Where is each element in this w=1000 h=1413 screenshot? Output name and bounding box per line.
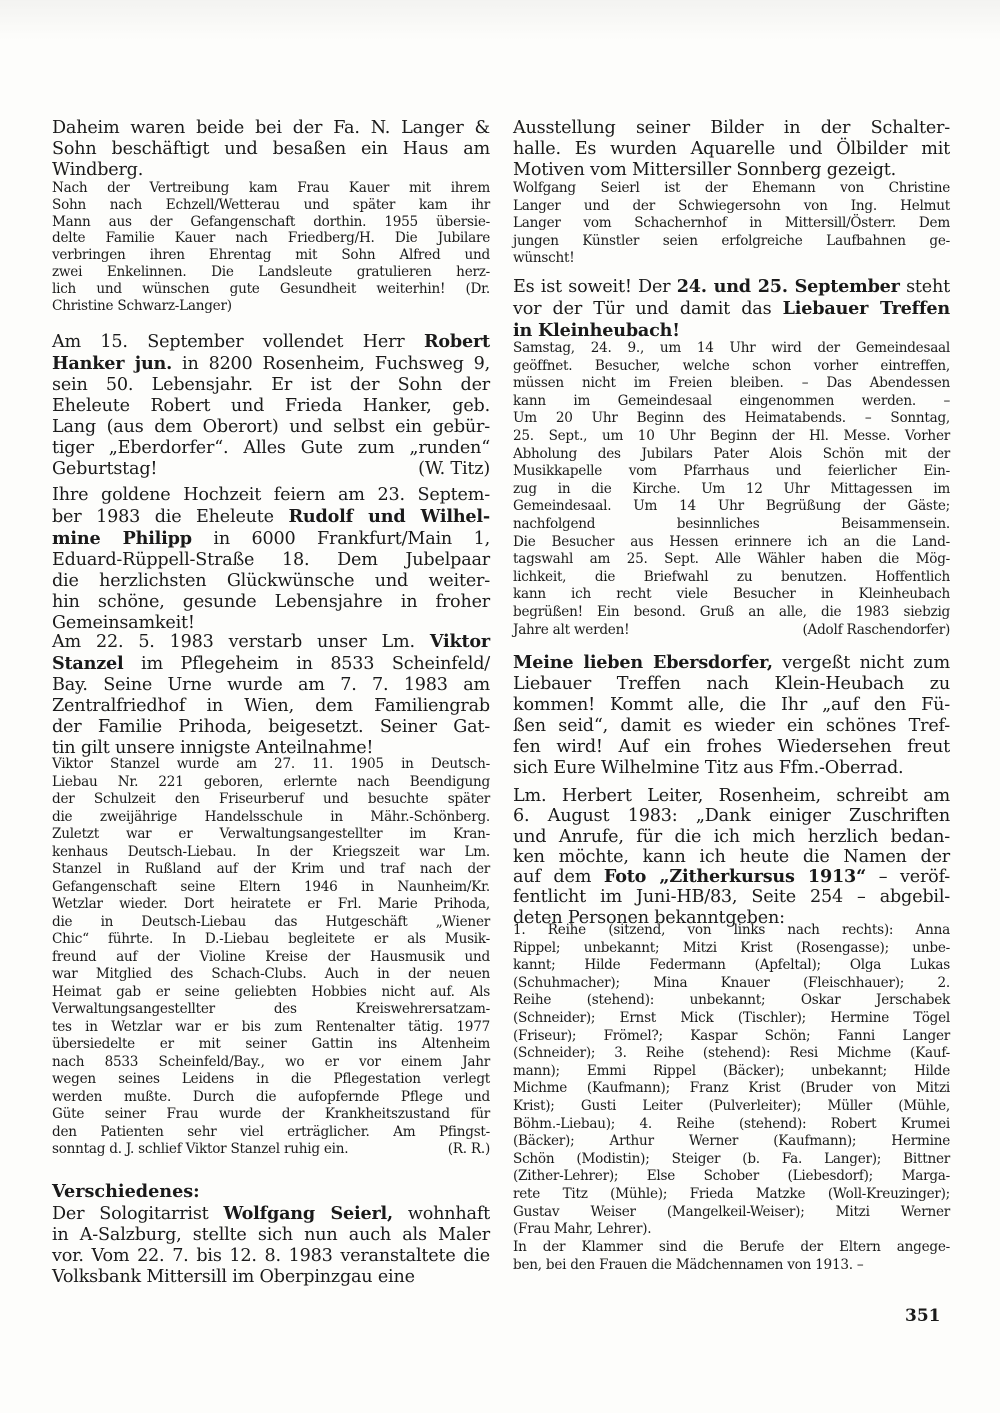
- text-line: [513, 1186, 950, 1204]
- text-run: Langer und der Schwiegersohn von Ing. Helmut: [513, 197, 950, 214]
- text-run: (Schuhmacher); Mina Knauer (Fleischhauer); 2.: [513, 974, 950, 991]
- text-line: [52, 1267, 490, 1288]
- text-line: [513, 1098, 950, 1116]
- text-line: [513, 940, 950, 958]
- text-run: den Patienten sehr viel erträglicher. Am Pfingst-: [52, 1123, 490, 1140]
- text-line: [513, 847, 950, 867]
- text-run: wohnhaft: [392, 1204, 491, 1224]
- text-line: [513, 180, 950, 198]
- text-line: [52, 653, 490, 675]
- text-run: Böhm.-Liebau); 4. Reihe (stehend): Robert Krumei: [513, 1115, 950, 1132]
- text-run: im Pflegeheim in 8533 Scheinfeld/: [123, 654, 490, 674]
- text-run: Gemeindesaal. Um 14 Uhr Begrüßung der Gäste;: [513, 498, 950, 515]
- text-line: [52, 247, 490, 264]
- text-line: [513, 498, 950, 516]
- text-run: sein 50. Lebensjahr. Er ist der Sohn der: [52, 375, 490, 395]
- text-line: [52, 1124, 490, 1142]
- text-run: übersiedelte er mit seiner Gattin ins Altenheim: [52, 1036, 490, 1052]
- text-line: [52, 861, 490, 879]
- text-line: [513, 975, 950, 993]
- text-run: kann ich recht viele Besucher in Kleinheubach: [513, 586, 950, 603]
- text-run: deten Personen bekanntgeben:: [513, 907, 785, 928]
- text-line: [513, 827, 950, 847]
- text-run: halle. Es wurden Aquarelle und Ölbilder mit: [513, 139, 950, 159]
- text-run: Ausstellung seiner Bilder in der Schalter-: [513, 118, 950, 138]
- text-run: Gustav Weiser (Mangelkeil-Weiser); Mitzi Werner: [513, 1203, 950, 1220]
- text-line: [513, 1028, 950, 1046]
- text-run: wünscht!: [513, 250, 575, 266]
- text-run: und Anrufe, für die ich mich herzlich bedan-: [513, 826, 950, 847]
- text-line: [52, 1203, 490, 1225]
- bold-text: Hanker jun.: [52, 353, 173, 374]
- text-run: Wolfgang Seierl ist der Ehemann von Christine: [513, 180, 950, 196]
- text-run: Sohn beschäftigt und besaßen ein Haus am: [52, 139, 490, 159]
- text-line: [52, 1001, 490, 1019]
- text-run: Bay. Seine Urne wurde am 7. 7. 1983 am: [52, 675, 490, 695]
- paragraph-leiter: [513, 786, 950, 928]
- text-line: [513, 118, 950, 139]
- text-line: [513, 622, 950, 640]
- text-line: [52, 896, 490, 914]
- text-line: [513, 298, 950, 320]
- text-run: Heimat gab er seine geliebten Hobbies nicht auf. Als: [52, 983, 490, 1000]
- text-run: Zuletzt war er Verwaltungsangestellter im Kran-: [52, 826, 490, 842]
- text-line: [52, 949, 490, 967]
- section-heading: Verschiedenes:: [52, 1181, 200, 1202]
- paragraph-kauer: [52, 180, 490, 314]
- text-line: [52, 696, 490, 717]
- text-run: tes in Wetzlar war er bis zum Rentenalter tätig. 1977: [52, 1018, 490, 1035]
- text-line: [513, 887, 950, 907]
- text-run: ber 1983 die Eheleute: [52, 507, 289, 527]
- text-line: [513, 674, 950, 695]
- text-run: Stanzel in Rußland auf der Krim und traf nach der: [52, 861, 490, 877]
- paragraph-seierl: [52, 1203, 490, 1288]
- text-run: steht: [899, 277, 950, 297]
- text-run: tagswahl am 25. Sept. Alle Wähler haben die Mög-: [513, 551, 950, 568]
- text-line: [513, 276, 950, 298]
- text-line: [52, 717, 490, 738]
- text-line: [513, 446, 950, 464]
- text-run: die in Deutsch-Liebau das Hutgeschäft „Wiener: [52, 913, 490, 930]
- bold-text: Liebauer Treffen: [782, 298, 950, 319]
- text-run: (Bäcker); Arthur Werner (Kaufmann); Hermine: [513, 1133, 950, 1150]
- text-run: kannt; Hilde Federmann (Apfeltal); Olga Lukas: [513, 957, 950, 974]
- text-run: lichkeit, die Briefwahl zu benutzen. Hoffentlich: [513, 568, 950, 585]
- text-line: [52, 1225, 490, 1246]
- text-line: [52, 298, 490, 315]
- text-line: [52, 197, 490, 214]
- text-run: ben, bei den Frauen die Mädchennamen von 1913. –: [513, 1256, 864, 1273]
- text-run: zwei Enkelinnen. Die Landsleute gratulieren herz-: [52, 263, 490, 280]
- text-line: [52, 914, 490, 932]
- text-line: [513, 410, 950, 428]
- text-line: [513, 604, 950, 622]
- text-line: [513, 139, 950, 160]
- text-run: vor der Tür und damit das: [513, 299, 783, 319]
- text-run: ßen seid“, damit es wieder ein schönes Tref-: [513, 716, 950, 736]
- text-run: Abholung des Jubilars Pater Alois Schön mit der: [513, 445, 950, 462]
- text-line: [52, 139, 490, 160]
- text-line: [52, 281, 490, 298]
- text-run: geöffnet. Besucher, welche schon vorher eintreffen,: [513, 357, 950, 374]
- text-run: kann im Gemeindesaal eingenommen werden. –: [513, 392, 950, 409]
- text-run: in 8200 Rosenheim, Fuchsweg 9,: [172, 354, 491, 374]
- bold-text: Wolfgang Seierl,: [223, 1203, 393, 1224]
- text-run: tin gilt unsere innigste Anteilnahme!: [52, 738, 374, 758]
- text-run: Um 20 Uhr Beginn des Heimatabends. – Sonntag,: [513, 410, 950, 427]
- bold-text: in Kleinheubach!: [513, 320, 680, 341]
- text-line: [52, 375, 490, 396]
- bold-text: mine Philipp: [52, 528, 192, 549]
- text-run: (Zither-Lehrer); Else Schober (Liebesdorf); Marga-: [513, 1168, 950, 1185]
- text-line: [513, 569, 950, 587]
- text-line: [513, 198, 950, 216]
- bold-text: Viktor: [429, 631, 490, 652]
- bold-text: 24. und 25. September: [676, 276, 900, 297]
- text-run: Eheleute Robert und Frieda Hanker, geb.: [52, 396, 490, 416]
- text-line: [52, 180, 490, 197]
- text-run: auf dem: [513, 867, 604, 888]
- text-run: war Mitglied des Schach-Clubs. Auch in der neuen: [52, 966, 490, 982]
- text-line: [513, 1010, 950, 1028]
- text-run: Schön (Modistin); Steiger (b. Fa. Langer); Bittner: [513, 1150, 950, 1167]
- scan-shading: [0, 0, 1000, 40]
- paragraph-programm: [513, 340, 950, 639]
- paragraph-philipp: [52, 485, 490, 634]
- paragraph-stanzel: [52, 631, 490, 759]
- text-run: Nach der Vertreibung kam Frau Kauer mit ihrem: [52, 180, 490, 196]
- text-line: [52, 774, 490, 792]
- text-run: kommen! Kommt alle, die Ihr „auf den Fü-: [513, 695, 950, 715]
- paragraph-hanker: [52, 331, 490, 480]
- text-run: Jahre alt werden!: [513, 621, 630, 638]
- text-line: [513, 358, 950, 376]
- text-run: der Familie Prihoda, beigesetzt. Seiner Gat-: [52, 717, 490, 737]
- text-line: [52, 1089, 490, 1107]
- signature: (W. Titz): [418, 459, 490, 479]
- text-line: [52, 984, 490, 1002]
- text-line: [52, 1019, 490, 1037]
- text-run: verbringen ihren Ehrentag mit Sohn Alfred und: [52, 247, 490, 264]
- bold-text: Robert: [423, 331, 490, 352]
- text-run: Musikkapelle vom Pfarrhaus und feierlicher Ein-: [513, 463, 950, 480]
- text-line: [513, 428, 950, 446]
- text-line: [513, 957, 950, 975]
- text-line: [513, 1045, 950, 1063]
- paragraph-ebersdorfer: [513, 652, 950, 779]
- text-line: [513, 320, 950, 342]
- paragraph-kauer-intro: [52, 118, 490, 181]
- text-run: Reihe (stehend): unbekannt; Oskar Jerschabek: [513, 992, 950, 1009]
- text-run: Mann aus der Gefangenschaft dorthin. 1955 übersie-: [52, 213, 490, 230]
- text-line: [513, 586, 950, 604]
- text-run: Windberg.: [52, 160, 144, 180]
- text-line: [52, 485, 490, 506]
- text-line: [52, 160, 490, 181]
- text-run: rete Titz (Mühle); Frieda Matzke (Woll-Kreuzinger);: [513, 1185, 950, 1202]
- bold-text: Meine lieben Ebersdorfer,: [513, 652, 773, 673]
- text-run: Volksbank Mittersill im Oberpinzgau eine: [52, 1267, 415, 1287]
- text-run: Verwaltungsangestellter des Kreiswehrersatzam-: [52, 1001, 490, 1017]
- text-line: [513, 1239, 950, 1257]
- text-line: [52, 756, 490, 774]
- text-run: wegen seines Leidens in die Pflegestation verlegt: [52, 1071, 490, 1087]
- text-run: vergeßt nicht zum: [772, 653, 950, 673]
- text-line: [513, 1116, 950, 1134]
- text-line: [513, 481, 950, 499]
- text-line: [52, 353, 490, 375]
- text-line: [513, 1204, 950, 1222]
- text-line: [513, 1133, 950, 1151]
- text-run: 6. August 1983: „Dank einiger Zuschriften: [513, 806, 950, 827]
- text-run: Ihre goldene Hochzeit feiern am 23. Septem-: [52, 485, 490, 505]
- text-line: [52, 506, 490, 528]
- text-run: mann); Emmi Rippel (Bäcker); unbekannt; Hilde: [513, 1062, 950, 1079]
- text-line: [52, 528, 490, 550]
- text-run: Eduard-Rüppell-Straße 18. Dem Jubelpaar: [52, 550, 490, 570]
- text-run: kenhaus Deutsch-Liebau. In der Kriegszeit war Lm.: [52, 843, 490, 860]
- text-run: Chic“ führte. In D.-Liebau begleitete er als Musik-: [52, 931, 490, 947]
- text-line: [52, 396, 490, 417]
- text-line: [52, 1054, 490, 1072]
- text-run: (Schneider); Ernst Mick (Tischler); Hermine Tögel: [513, 1009, 950, 1026]
- text-run: Liebauer Treffen nach Klein-Heubach zu: [513, 674, 950, 694]
- text-run: begrüßen! Ein besond. Gruß an alle, die 1983 siebzig: [513, 603, 950, 620]
- text-line: [52, 1141, 490, 1159]
- text-line: [52, 879, 490, 897]
- text-run: Gefangenschaft seine Eltern 1946 in Naunheim/Kr.: [52, 878, 490, 895]
- text-line: [513, 992, 950, 1010]
- text-line: [513, 652, 950, 674]
- text-line: [513, 1063, 950, 1081]
- text-line: [513, 1080, 950, 1098]
- text-line: [52, 214, 490, 231]
- page-number: 351: [905, 1306, 941, 1326]
- text-run: 1. Reihe (sitzend, von links nach rechts): Anna: [513, 922, 950, 938]
- text-run: (Frau Mahr, Lehrer).: [513, 1221, 652, 1238]
- text-run: vor. Vom 22. 7. bis 12. 8. 1983 veranstaltete die: [52, 1246, 490, 1266]
- text-run: (Friseur); Frömel?; Kaspar Schön; Fanni Langer: [513, 1027, 950, 1044]
- bold-text: Stanzel: [52, 653, 124, 674]
- paragraph-seierl-family: [513, 180, 950, 268]
- text-line: [513, 393, 950, 411]
- text-run: In der Klammer sind die Berufe der Eltern angege-: [513, 1239, 950, 1255]
- text-line: [513, 1257, 950, 1275]
- text-run: Motiven vom Mittersiller Sonnberg gezeigt.: [513, 160, 897, 180]
- text-line: [513, 806, 950, 826]
- paragraph-klammer: [513, 1239, 950, 1274]
- text-run: Zentralfriedhof in Wien, dem Familiengrab: [52, 696, 490, 716]
- text-run: tiger „Eberdorfer“. Alles Gute zum „runden“: [52, 438, 490, 458]
- text-run: Michme (Kaufmann); Franz Krist (Bruder von Mitzi: [513, 1080, 950, 1097]
- text-run: in 6000 Frankfurt/Main 1,: [191, 529, 490, 549]
- text-line: [513, 340, 950, 358]
- text-line: [513, 1151, 950, 1169]
- text-line: [52, 571, 490, 592]
- text-line: [513, 463, 950, 481]
- text-run: ken möchte, kann ich heute die Namen der: [513, 846, 950, 867]
- text-run: (Schneider); 3. Reihe (stehend): Resi Michme (Kauf-: [513, 1045, 950, 1062]
- text-line: [52, 826, 490, 844]
- text-run: sonntag d. J. schlief Viktor Stanzel ruhig ein.: [52, 1141, 349, 1157]
- text-line: [513, 160, 950, 181]
- text-line: [52, 844, 490, 862]
- text-run: die herzlichsten Glückwünsche und weiter-: [52, 571, 490, 591]
- text-run: Sohn nach Echzell/Wetterau und später kam ihr: [52, 196, 490, 213]
- text-run: jungen Künstler seien erfolgreiche Laufbahnen ge-: [513, 232, 950, 249]
- text-run: Am 22. 5. 1983 verstarb unser Lm.: [52, 632, 430, 652]
- text-run: Der Sologitarrist: [52, 1204, 224, 1224]
- text-line: [513, 534, 950, 552]
- paragraph-photo-names: [513, 922, 950, 1239]
- text-run: nachfolgend besinnliches Beisammensein.: [513, 515, 950, 532]
- text-run: Krist); Gusti Leiter (Pulverleiter); Müller (Mühle,: [513, 1097, 950, 1114]
- bold-text: Foto „Zitherkursus 1913“: [603, 866, 867, 888]
- text-line: [513, 922, 950, 940]
- text-line: [52, 417, 490, 438]
- text-run: Christine Schwarz-Langer): [52, 297, 232, 314]
- text-run: Rippel; unbekannt; Mitzi Krist (Rosengasse); unbe-: [513, 939, 950, 956]
- text-line: [52, 791, 490, 809]
- text-line: [513, 233, 950, 251]
- text-line: [513, 1168, 950, 1186]
- text-run: werden mußte. Durch die aufopfernde Pflege und: [52, 1088, 490, 1105]
- text-run: hin schöne, gesunde Lebensjahre in froher: [52, 592, 490, 612]
- text-line: [513, 716, 950, 737]
- text-line: [52, 1246, 490, 1267]
- signature: (Adolf Raschendorfer): [802, 621, 950, 638]
- text-run: Wetzlar wieder. Dort heiratete er Frl. Marie Prihoda,: [52, 896, 490, 912]
- text-run: in A-Salzburg, stellte sich nun auch als Maler: [52, 1225, 490, 1245]
- text-run: Am 15. September vollendet Herr: [52, 332, 424, 352]
- text-run: Gemeinsamkeit!: [52, 613, 195, 633]
- text-run: fen wird! Auf ein frohes Wiedersehen freut: [513, 737, 950, 757]
- text-line: [513, 551, 950, 569]
- text-line: [52, 459, 490, 480]
- text-run: Langer vom Schachernhof in Mittersill/Österr. Dem: [513, 215, 950, 231]
- paragraph-treffen: [513, 276, 950, 342]
- text-line: [513, 695, 950, 716]
- text-run: Lang (aus dem Oberort) und selbst ein gebür-: [52, 417, 490, 437]
- signature: (R. R.): [447, 1141, 490, 1157]
- text-run: nach 8533 Scheinfeld/Bay., wo er vor einem Jahr: [52, 1053, 490, 1070]
- text-line: [513, 867, 950, 887]
- text-run: sich Eure Wilhelmine Titz aus Ffm.-Oberrad.: [513, 758, 904, 778]
- text-line: [52, 1106, 490, 1124]
- text-line: [513, 737, 950, 758]
- text-run: delte Familie Kauer nach Friedberg/H. Die Jubilare: [52, 230, 490, 247]
- text-run: der Schulzeit den Friseurberuf und besuchte später: [52, 791, 490, 807]
- text-line: [52, 675, 490, 696]
- text-line: [513, 758, 950, 779]
- text-run: Die Besucher aus Hessen erinnere ich an die Land-: [513, 533, 950, 550]
- text-run: Daheim waren beide bei der Fa. N. Langer &: [52, 118, 490, 138]
- text-line: [513, 250, 950, 268]
- text-run: Liebau Nr. 221 geboren, erlernte nach Beendigung: [52, 773, 490, 790]
- paragraph-ausstellung: [513, 118, 950, 181]
- text-line: [52, 631, 490, 653]
- text-line: [513, 215, 950, 233]
- paragraph-stanzel-bio: [52, 756, 490, 1159]
- text-run: müssen nicht im Freien bleiben. – Das Abendessen: [513, 375, 950, 392]
- text-line: [52, 118, 490, 139]
- text-line: [513, 516, 950, 534]
- text-run: zug in die Kirche. Um 12 Uhr Mittagessen im: [513, 480, 950, 497]
- text-line: [52, 966, 490, 984]
- text-run: Viktor Stanzel wurde am 27. 11. 1905 in Deutsch-: [52, 756, 490, 772]
- text-run: Es ist soweit! Der: [513, 277, 677, 297]
- text-line: [52, 550, 490, 571]
- text-line: [52, 809, 490, 827]
- text-line: [52, 592, 490, 613]
- text-line: [52, 1071, 490, 1089]
- text-line: [52, 931, 490, 949]
- text-line: [52, 331, 490, 353]
- text-run: freund auf der Violine Kreise der Hausmusik und: [52, 948, 490, 965]
- text-run: – veröf-: [866, 867, 950, 888]
- text-line: [52, 1036, 490, 1054]
- text-line: [513, 375, 950, 393]
- bold-text: Rudolf und Wilhel-: [288, 506, 490, 527]
- text-line: [513, 786, 950, 806]
- text-run: Lm. Herbert Leiter, Rosenheim, schreibt am: [513, 786, 950, 806]
- text-line: [52, 230, 490, 247]
- text-line: [52, 264, 490, 281]
- text-run: die zweijährige Handelsschule in Mähr.-Schönberg.: [52, 808, 490, 825]
- text-run: fentlicht im Juni-HB/83, Seite 254 – abgebil-: [513, 887, 950, 908]
- text-run: lich und wünschen gute Gesundheit weiterhin! (Dr.: [52, 280, 490, 297]
- text-line: [513, 1221, 950, 1239]
- text-line: [52, 438, 490, 459]
- text-run: 25. Sept., um 10 Uhr Beginn der Hl. Messe. Vorher: [513, 427, 950, 444]
- text-run: Samstag, 24. 9., um 14 Uhr wird der Gemeindesaal: [513, 340, 950, 356]
- text-run: Güte seiner Frau wurde der Krankheitszustand für: [52, 1106, 490, 1122]
- text-run: Geburtstag!: [52, 459, 158, 479]
